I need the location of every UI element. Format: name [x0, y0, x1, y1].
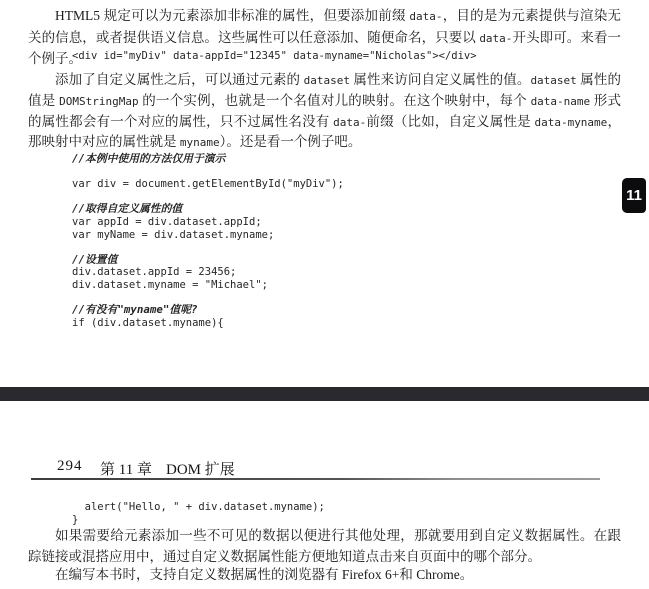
- code-inline-div-example: <div id="myDiv" data-appId="12345" data-myname="Nicholas"></div>: [72, 50, 477, 62]
- header-rule: [31, 478, 600, 480]
- chapter-tab: [622, 178, 646, 213]
- paragraph-custom-data-usage: 如果需要给元素添加一些不可见的数据以便进行其他处理，那就要用到自定义数据属性。在跟踪链接或混搭应用中，通过自定义数据属性能方便地知道点击来自页面中的哪个部分。: [28, 528, 621, 564]
- paragraph-dataset-description: 添加了自定义属性之后，可以通过元素的 dataset 属性来访问自定义属性的值。dataset 属性的值是 DOMStringMap 的一个实例，也就是一个名值对儿的映射。在这个映射中，每个 data-name 形式的属性都会有一个对应的属性，只不过属性名没有 data-前缀（比如，自定义属性是 data-myname，那映射中对应的属性就是 myname）。还是看一个例子吧。: [28, 72, 622, 150]
- section-title: DOM 扩展: [166, 462, 235, 478]
- page-number: 294: [57, 458, 83, 474]
- page-separator-band: [0, 387, 649, 401]
- chapter-label: 第 11 章: [100, 462, 152, 478]
- code-block-alert-continued: alert("Hello, " + div.dataset.myname); }: [72, 501, 325, 526]
- chapter-tab-number: 11: [626, 187, 642, 204]
- code-block-dataset-demo: //本例中使用的方法仅用于演示 var div = document.getElementById("myDiv"); //取得自定义属性的值 var appId = div.dataset.appId; var myName = div.dataset.myname; //设置值 div.dataset.appId = 23456; div.dataset.myname = "Michael"; //有没有"myname"值呢? if (div.dataset.myname){: [72, 152, 344, 329]
- paragraph-browser-support: 在编写本书时，支持自定义数据属性的浏览器有 Firefox 6+和 Chrome。: [55, 567, 474, 582]
- paragraph-html5-data-attributes: HTML5 规定可以为元素添加非标准的属性，但要添加前缀 data-，目的是为元素提供与渲染无关的信息，或者提供语义信息。这些属性可以任意添加、随便命名，只要以 data-开头即可。来看一个例子。: [28, 8, 622, 66]
